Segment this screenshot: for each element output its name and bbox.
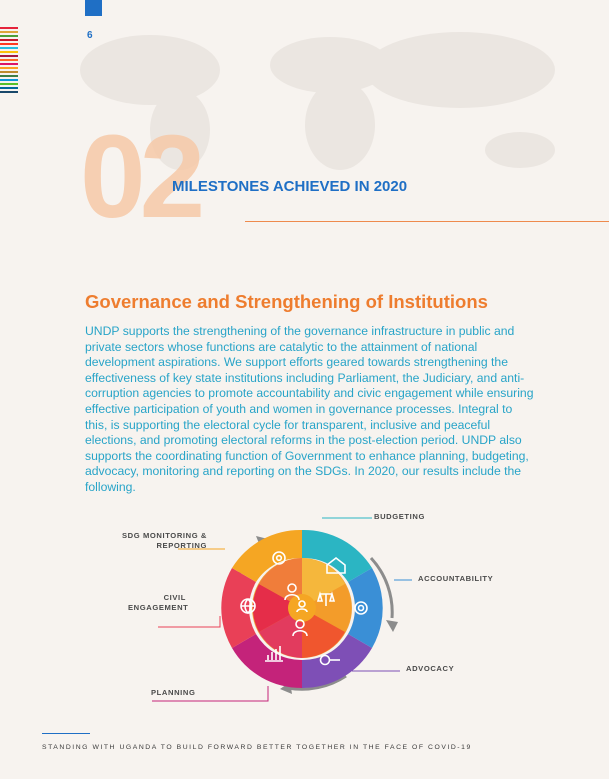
section-number: 02 [80, 111, 200, 243]
governance-cycle-diagram [0, 500, 609, 710]
sdg-color-bar [0, 59, 18, 61]
segment-accountability [348, 568, 383, 648]
sdg-color-bar [0, 91, 18, 93]
sdg-color-bar [0, 67, 18, 69]
heading: Governance and Strengthening of Institutions [85, 291, 488, 312]
sdg-color-bar [0, 55, 18, 57]
sdg-color-bar [0, 75, 18, 77]
callout-planning: PLANNING [151, 688, 196, 697]
callout-line-civil-engagement [158, 616, 220, 627]
callout-sdg-line2: REPORTING [156, 541, 207, 550]
arrow-head-icon [386, 620, 398, 632]
callout-sdg-line1: SDG MONITORING & [122, 531, 207, 540]
sdg-color-bars [0, 27, 18, 95]
callout-civil-line1: CIVIL [163, 593, 186, 602]
sdg-color-bar [0, 35, 18, 37]
sdg-color-bar [0, 43, 18, 45]
callout-sdg-monitoring [110, 531, 207, 551]
page-number: 6 [87, 30, 93, 41]
callout-accountability: ACCOUNTABILITY [418, 574, 494, 583]
callout-civil-line2: ENGAGEMENT [128, 603, 189, 612]
sdg-color-bar [0, 87, 18, 89]
footer-rule [42, 733, 90, 734]
callout-budgeting: BUDGETING [374, 512, 425, 521]
footer-text: STANDING WITH UGANDA TO BUILD FORWARD BETTER TOGETHER IN THE FACE OF COVID-19 [42, 744, 472, 751]
sdg-color-bar [0, 71, 18, 73]
sdg-color-bar [0, 47, 18, 49]
section-title: MILESTONES ACHIEVED IN 2020 [172, 178, 408, 195]
title-rule [245, 221, 609, 222]
sdg-color-bar [0, 79, 18, 81]
sdg-color-bar [0, 51, 18, 53]
sdg-color-bar [0, 39, 18, 41]
callout-civil-engagement [128, 593, 189, 613]
sdg-color-bar [0, 63, 18, 65]
callout-advocacy: ADVOCACY [406, 664, 455, 673]
sdg-color-bar [0, 27, 18, 29]
sdg-color-bar [0, 31, 18, 33]
sdg-color-bar [0, 83, 18, 85]
body-paragraph: UNDP supports the strengthening of the governance infrastructure in public and private sectors whose functions are catalytic to the attainment of national development aspirations. We support efforts geared towards strengthening the effectiveness of key state institutions including Parliament, the Judiciary, and anti-corruption agencies to promote accountability and civic engagement while ensuring effective participation of youth and women in governance processes. Integral to this, is supporting the electoral cycle for transparent, inclusive and peaceful elections, and promoting electoral reforms in the post-election period. UNDP also supports the coordinating function of Government to enhance planning, budgeting, advocacy, monitoring and reporting on the SDGs. In 2020, our results include the following. [85, 324, 534, 494]
